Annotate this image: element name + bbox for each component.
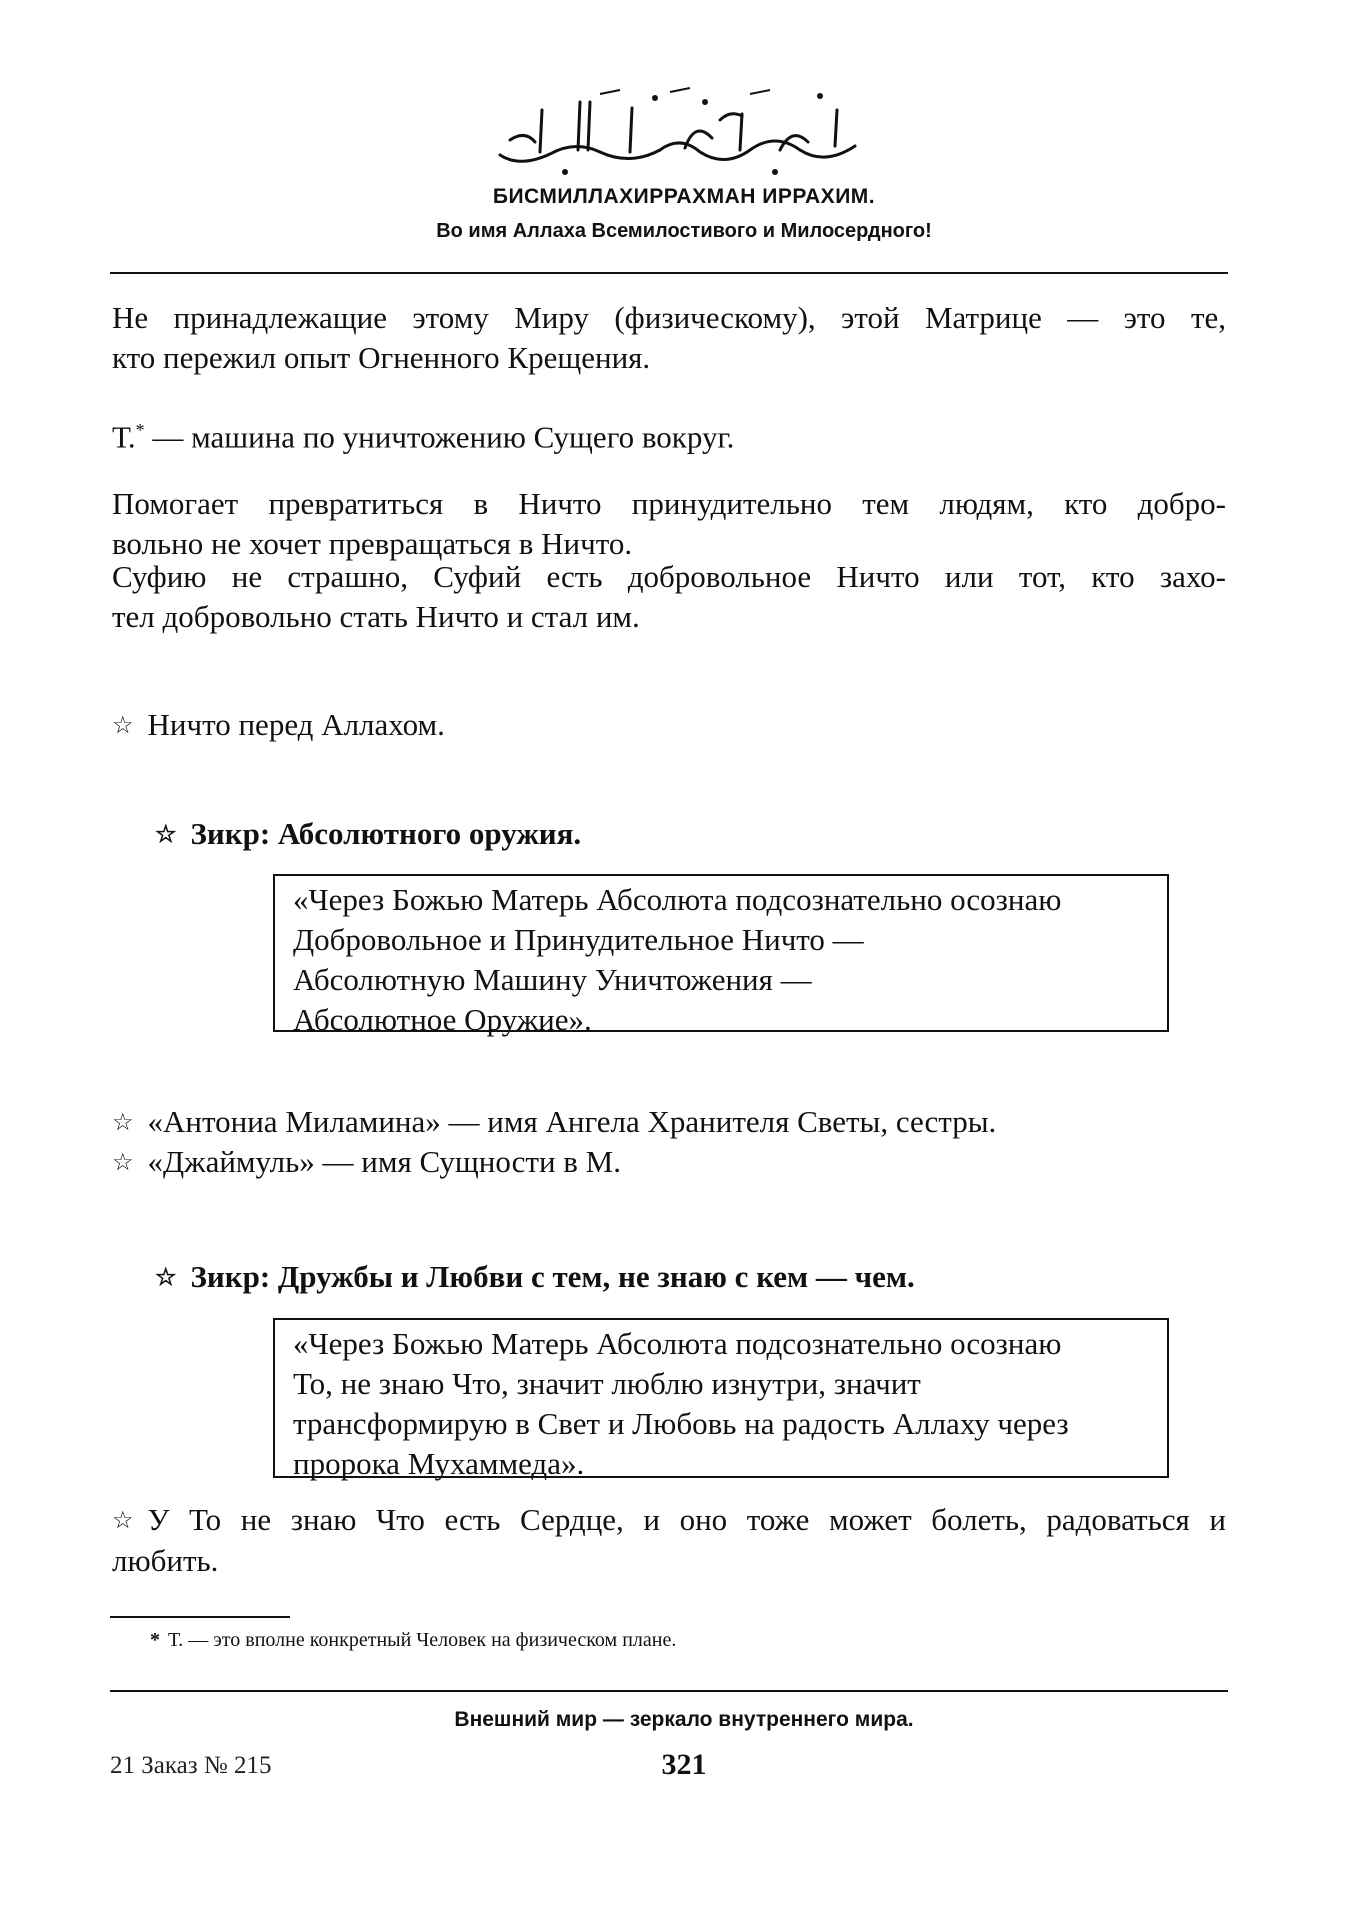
paragraph-1-line-1: Не принадлежащие этому Миру (физическому), этой Матрице — это те, — [112, 300, 1226, 335]
zikr-heading-2-text: Зикр: Дружбы и Любви с тем, не знаю с кем — чем. — [190, 1259, 915, 1294]
zikr-1-line: Абсолютную Машину Уничтожения — — [293, 962, 812, 997]
bullet-item-3-text: «Джаймуль» — имя Сущности в М. — [147, 1144, 621, 1179]
paragraph-2 — [112, 410, 1226, 457]
paragraph-4 — [112, 557, 1226, 637]
zikr-1-line: «Через Божью Матерь Абсолюта подсознательно осознаю — [293, 882, 1062, 917]
bullet-item-1-text: Ничто перед Аллахом. — [147, 707, 445, 742]
zikr-1-line: Добровольное и Принудительное Ничто — — [293, 922, 864, 957]
star-outline-icon: ☆ — [112, 713, 134, 739]
footer-divider — [110, 1690, 1228, 1692]
zikr-heading-1 — [155, 814, 581, 855]
zikr-2-line: «Через Божью Матерь Абсолюта подсознательно осознаю — [293, 1326, 1062, 1361]
paragraph-4-line-2: тел добровольно стать Ничто и стал им. — [112, 599, 640, 634]
print-order-info: 21 Заказ № 215 — [110, 1752, 272, 1779]
bullet-item-3 — [112, 1142, 621, 1183]
footer-motto: Внешний мир — зеркало внутреннего мира. — [454, 1708, 914, 1731]
bismillah-calligraphy — [480, 80, 880, 180]
zikr-2-line: пророка Мухаммеда». — [293, 1446, 585, 1481]
footnote-reference: * — [135, 420, 145, 440]
paragraph-3-line-1: Помогает превратиться в Ничто принудительно тем людям, кто добро- — [112, 486, 1226, 521]
star-outline-icon: ☆ — [112, 1508, 134, 1534]
paragraph-3-line-2: вольно не хочет превращаться в Ничто. — [112, 526, 633, 561]
footnote-mark: * — [150, 1629, 160, 1651]
zikr-heading-1-text: Зикр: Абсолютного оружия. — [190, 816, 582, 851]
star-outline-icon: ☆ — [112, 1150, 134, 1176]
bullet-item-2-text: «Антониа Миламина» — имя Ангела Хранителя Светы, сестры. — [147, 1104, 997, 1139]
header-divider — [110, 272, 1228, 274]
header-subtitle: Во имя Аллаха Всемилостивого и Милосердного! — [436, 220, 932, 242]
footnote-text: Т. — это вполне конкретный Человек на физическом плане. — [168, 1629, 677, 1651]
paragraph-1 — [112, 298, 1226, 378]
bullet-item-4 — [112, 1500, 1226, 1581]
paragraph-3 — [112, 484, 1226, 564]
paragraph-1-line-2: кто пережил опыт Огненного Крещения. — [112, 340, 651, 375]
header-title: БИСМИЛЛАХИРРАХМАН ИРРАХИМ. — [492, 185, 876, 208]
zikr-heading-2 — [155, 1257, 915, 1298]
bullet-item-4-line-2: любить. — [112, 1543, 219, 1578]
star-outline-icon: ☆ — [155, 1265, 177, 1291]
page-number: 321 — [661, 1748, 707, 1781]
paragraph-4-line-1: Суфию не страшно, Суфий есть добровольное Ничто или тот, кто захо- — [112, 559, 1226, 594]
bullet-item-1 — [112, 705, 445, 746]
zikr-box-2 — [273, 1318, 1169, 1481]
zikr-2-line: трансформирую в Свет и Любовь на радость Аллаху через — [293, 1406, 1069, 1441]
paragraph-2-text: — машина по уничтожению Сущего вокруг. — [152, 419, 735, 455]
footnote — [150, 1626, 676, 1654]
footnote-divider — [110, 1616, 290, 1618]
zikr-box-1 — [273, 874, 1169, 1037]
zikr-2-line: То, не знаю Что, значит люблю изнутри, значит — [293, 1366, 921, 1401]
bullet-item-2 — [112, 1102, 996, 1143]
star-outline-icon: ☆ — [112, 1110, 134, 1136]
paragraph-2-label: Т. — [112, 419, 136, 455]
bullet-item-4-line-1: У То не знаю Что есть Сердце, и оно тоже может болеть, радоваться и — [147, 1502, 1226, 1537]
star-outline-icon: ☆ — [155, 822, 177, 848]
zikr-1-line: Абсолютное Оружие». — [293, 1002, 592, 1037]
